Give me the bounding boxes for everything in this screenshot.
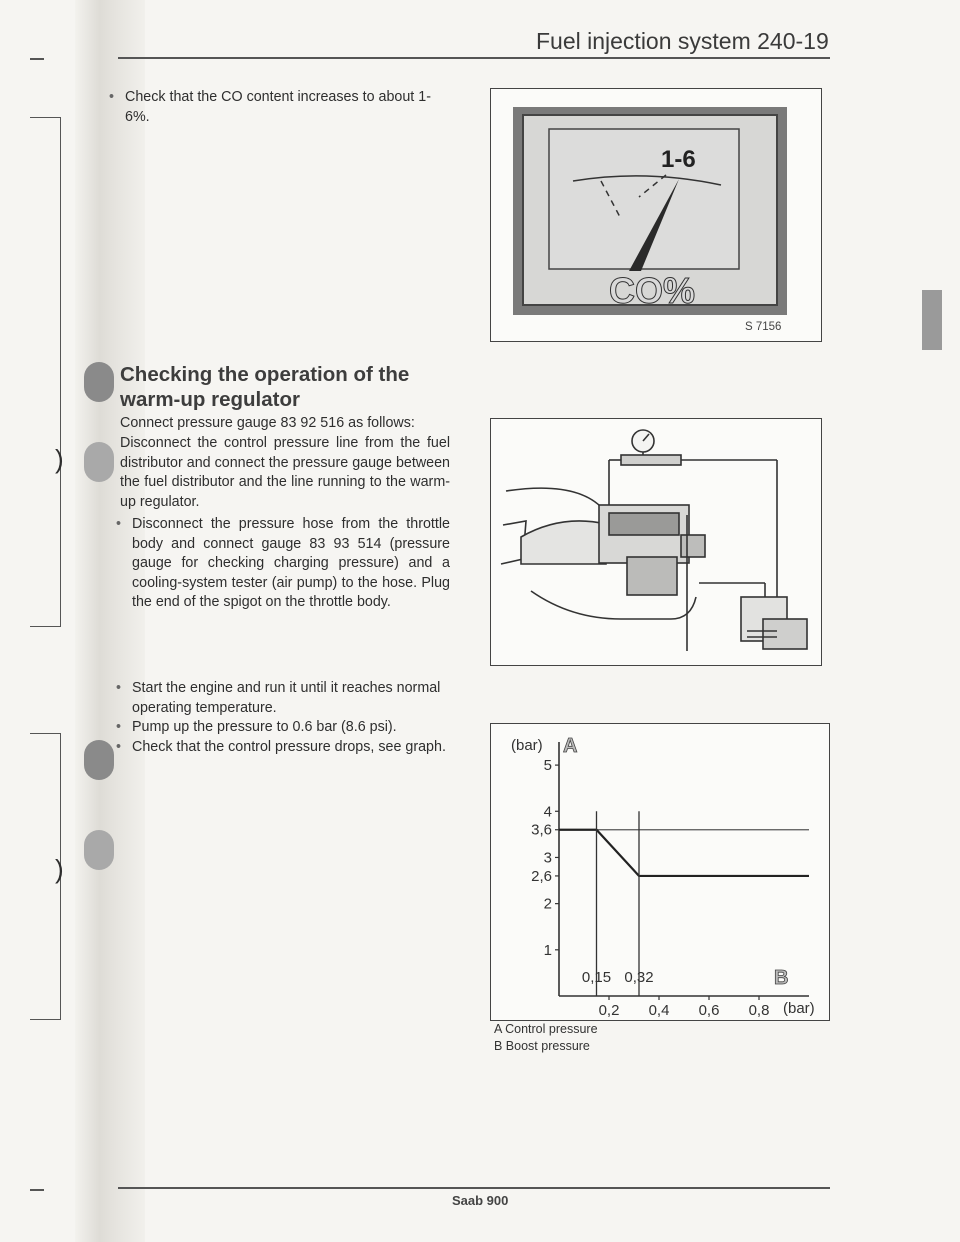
margin-bracket-1 [30,117,61,627]
margin-paren-1: ) [55,444,64,474]
start-engine-bullet: • Start the engine and run it until it reaches normal operating temperature. [132,679,450,718]
punch-hole-2 [84,442,114,482]
co-meter-illustration [491,89,821,341]
co-check-bullet: • Check that the CO content increases to about 1-6%. [125,88,455,127]
chart-x-unit: (bar) [783,1000,815,1017]
punch-hole-1 [84,362,114,402]
page-footer: Saab 900 [452,1193,509,1208]
chart-caption-a: A Control pressure [494,1022,598,1036]
chart-y-tick-label-0: 5 [543,757,552,775]
disconnect-line-paragraph: Disconnect the control pressure line from the fuel distributor and connect the pressure gauge between the fuel distributor and the line running to the warm-up regulator. [120,435,450,510]
chart-y-tick-label-2: 3,6 [531,821,552,839]
pressure-gauge-diagram [490,418,822,666]
check-control-pressure-bullet: • Check that the control pressure drops, see graph. [132,738,450,758]
binding-strip [75,0,145,1242]
co-meter-figure [490,88,822,342]
co-figure-code: S 7156 [745,321,782,333]
page-header-title: Fuel injection system 240-19 [536,28,829,54]
chart-x-tick-label-1: 0,4 [648,1002,670,1019]
margin-dash-bottom [30,1189,44,1191]
chart-caption-b: B Boost pressure [494,1039,590,1053]
co-percent-label: CO% [609,270,696,311]
chart-y-tick-label-3: 3 [543,849,552,867]
header-rule [118,57,830,59]
chart-x-tick-label-2: 0,6 [698,1002,720,1019]
chart-y-tick-label-5: 2 [543,895,552,913]
pressure-gauge-illustration [491,419,821,665]
chart-x-tick-label-3: 0,8 [748,1002,770,1019]
chart-y-tick-label-6: 1 [543,941,552,959]
chart-y-unit: (bar) [511,737,543,754]
chart-y-tick-label-4: 2,6 [531,867,552,885]
margin-paren-2: ) [55,854,64,884]
section-heading: Checking the operation of the warm-up regulator [120,363,410,411]
footer-rule [118,1187,830,1189]
pump-pressure-bullet: • Pump up the pressure to 0.6 bar (8.6 psi). [132,718,450,738]
co-dial-value: 1-6 [661,146,696,173]
chart-x-tick-label-0: 0,2 [598,1002,620,1019]
chart-y-letter: A [563,735,578,757]
chart-marker-label-0: 0,15 [581,969,612,986]
chart-marker-label-1: 0,32 [624,969,654,986]
punch-hole-3 [84,740,114,780]
section-tab-marker [922,290,942,350]
control-pressure-chart [490,723,830,1021]
connect-gauge-paragraph: Connect pressure gauge 83 92 516 as follows: [120,415,415,431]
pressure-hose-bullet: • Disconnect the pressure hose from the throttle body and connect gauge 83 93 514 (pressure gauge for checking charging pressure) and a cooling-system tester (air pump) to the hose. Plug the end of the spigot on the throttle body. [132,515,450,613]
punch-hole-4 [84,830,114,870]
margin-dash-top [30,58,44,60]
chart-x-letter: B [774,967,789,989]
chart-y-tick-label-1: 4 [543,803,552,821]
control-pressure-chart-svg [491,724,829,1020]
